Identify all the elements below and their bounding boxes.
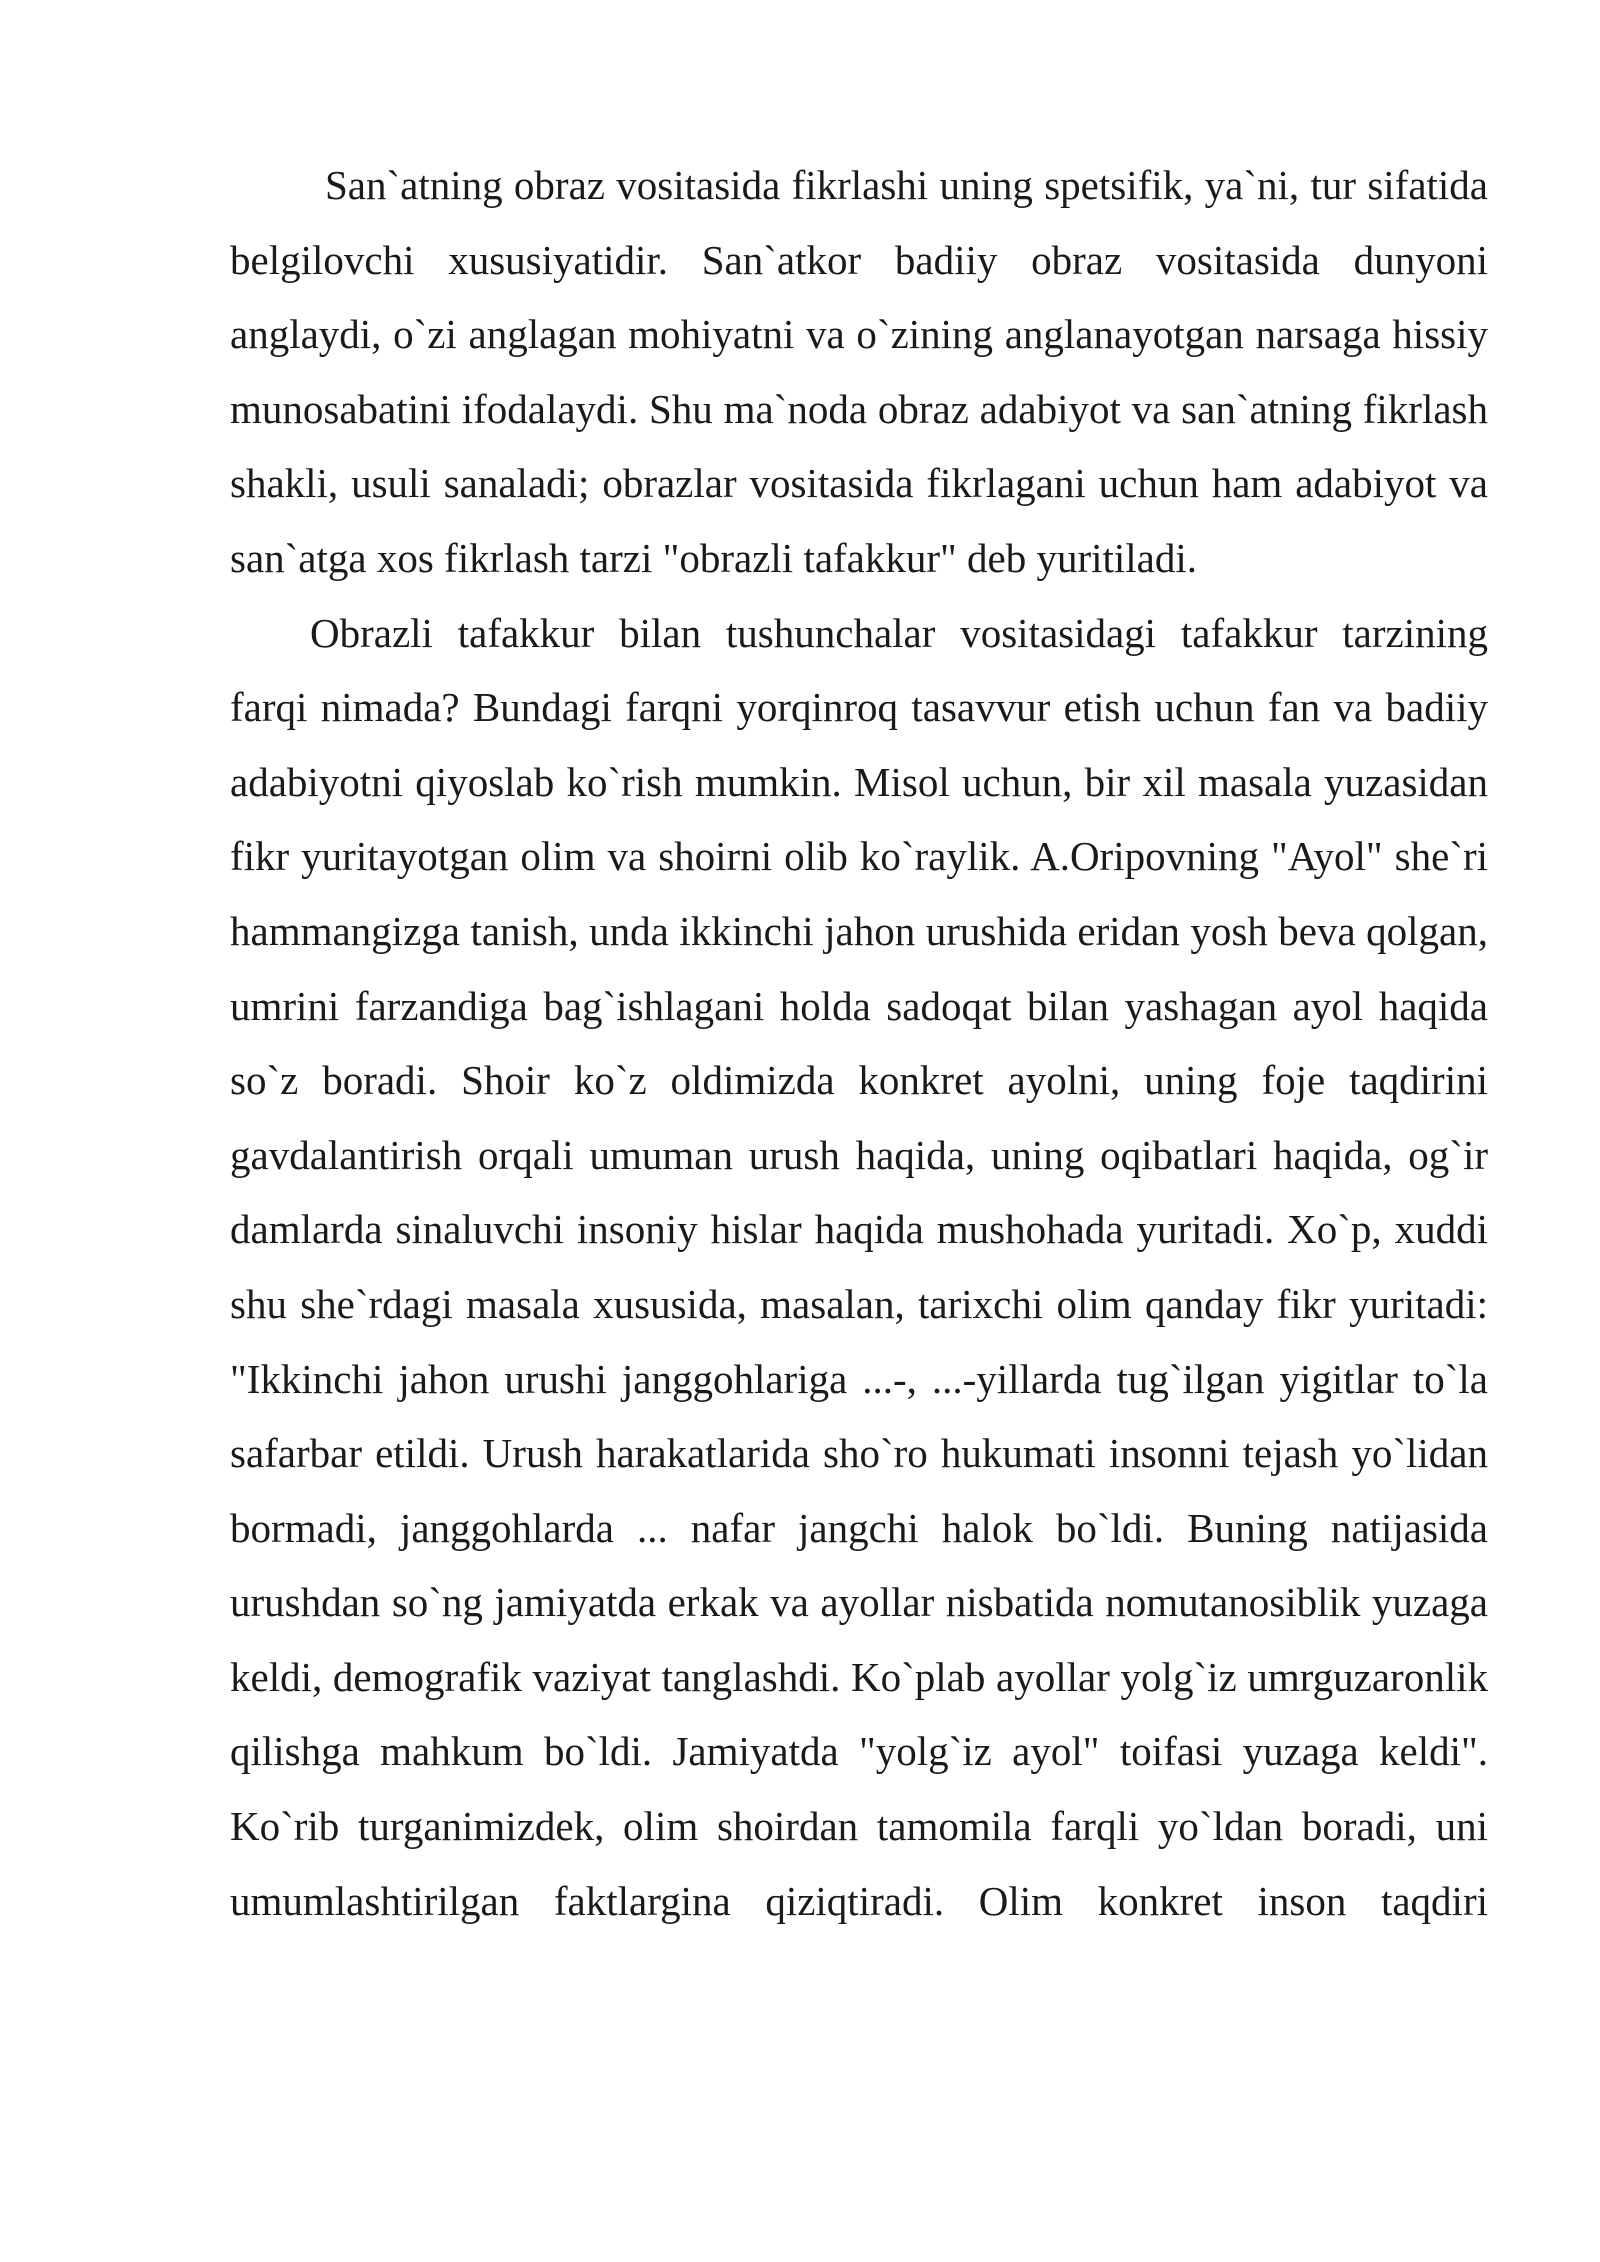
body-text xyxy=(230,148,1488,1938)
paragraph-obraz-vositasida-fikrlash: San`atning obraz vositasida fikrlashi uning spetsifik, ya`ni, tur sifatida belgilovchi xususiyatidir. San`atkor badiiy obraz vositasida dunyoni anglaydi, o`zi anglagan mohiyatni va o`zining anglanayotgan narsaga hissiy munosabatini ifodalaydi. Shu ma`noda obraz adabiyot va san`atning fikrlash shakli, usuli sanaladi; obrazlar vositasida fikrlagani uchun ham adabiyot va san`atga xos fikrlash tarzi "obrazli tafakkur" deb yuritiladi. xyxy=(230,162,1488,581)
paragraph-obrazli-tafakkur: Obrazli tafakkur bilan tushunchalar vositasidagi tafakkur tarzining farqi nimada? Bundagi farqni yorqinroq tasavvur etish uchun fan va badiiy adabiyotni qiyoslab ko`rish mumkin. Misol uchun, bir xil masala yuzasidan fikr yuritayotgan olim va shoirni olib ko`raylik. A.Oripovning "Ayol" she`ri hammangizga tanish, unda ikkinchi jahon urushida eridan yosh beva qolgan, umrini farzandiga bag`ishlagani holda sadoqat bilan yashagan ayol haqida so`z boradi. Shoir ko`z oldimizda konkret ayolni, uning foje taqdirini gavdalantirish orqali umuman urush haqida, uning oqibatlari haqida, og`ir damlarda sinaluvchi insoniy hislar haqida mushohada yuritadi. Xo`p, xuddi shu she`rdagi masala xususida, masalan, tarixchi olim qanday fikr yuritadi: "Ikkinchi jahon urushi janggohlariga ...-, ...-yillarda tug`ilgan yigitlar to`la safarbar etildi. Urush harakatlarida sho`ro hukumati insonni tejash yo`lidan bormadi, janggohlarda ... nafar jangchi halok bo`ldi. Buning natijasida urushdan so`ng jamiyatda erkak va ayollar nisbatida nomutanosiblik yuzaga keldi, demografik vaziyat tanglashdi. Ko`plab ayollar yolg`iz umrguzaronlik qilishga mahkum bo`ldi. Jamiyatda "yolg`iz ayol" toifasi yuzaga keldi". Ko`rib turganimizdek, olim shoirdan tamomila farqli yo`ldan boradi, uni umumlashtirilgan faktlargina qiziqtiradi. Olim konkret inson taqdiri xyxy=(230,609,1488,1924)
